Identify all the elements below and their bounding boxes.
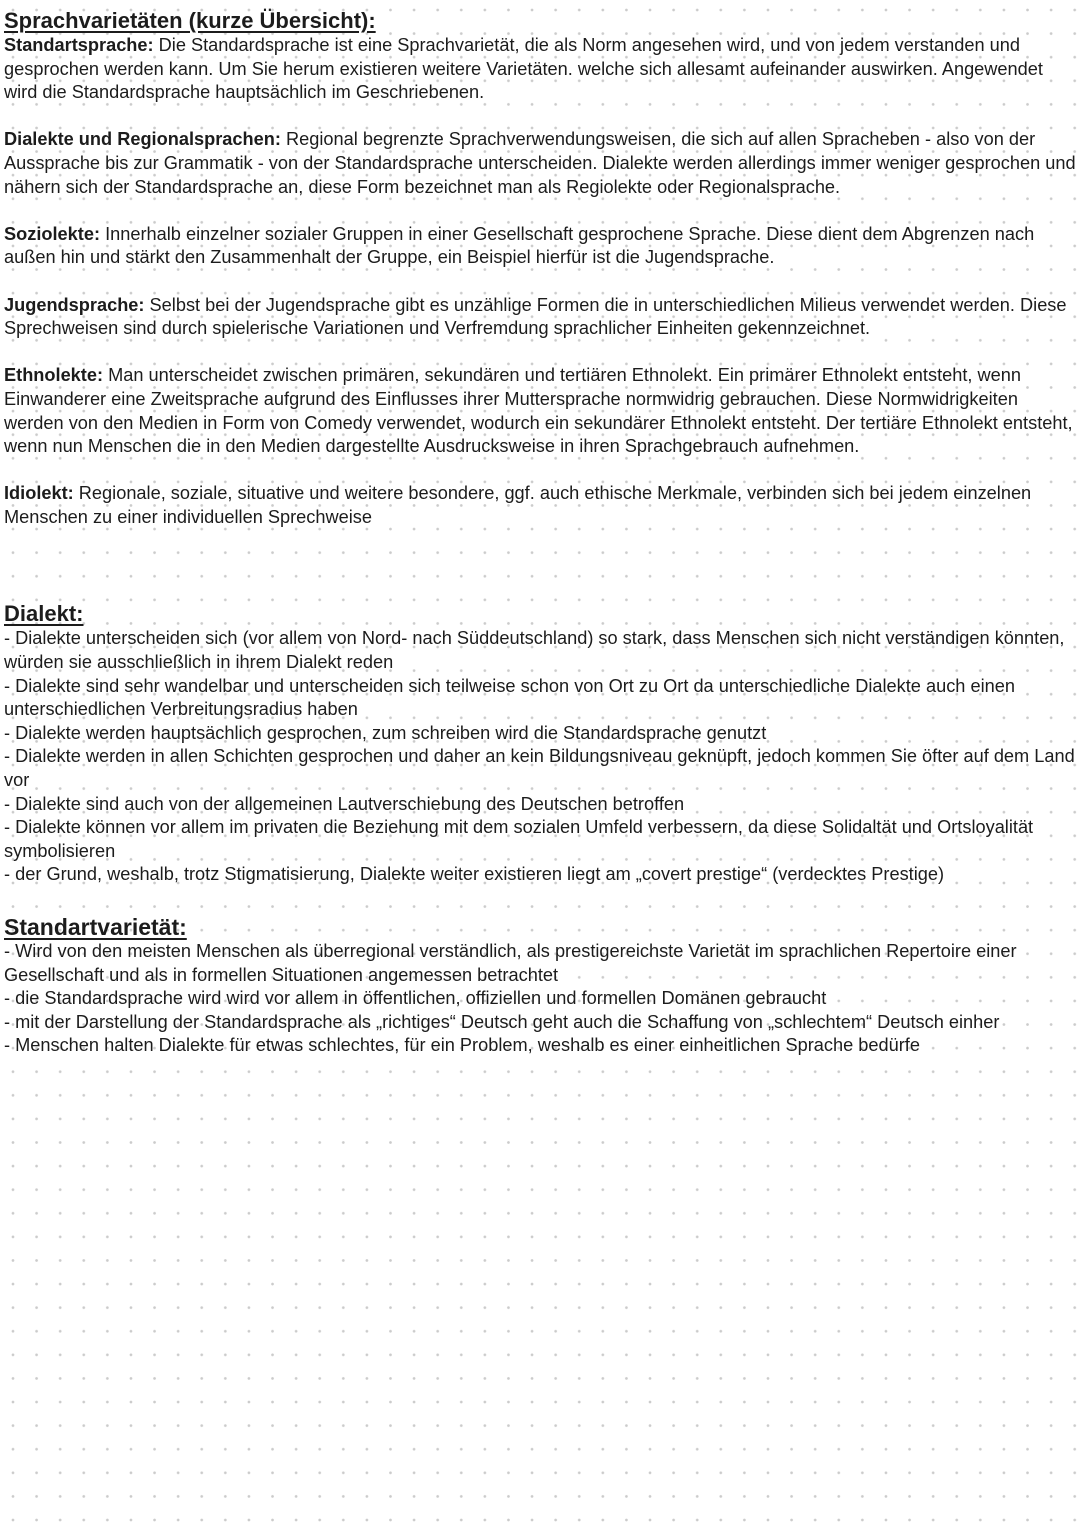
list-item: - Dialekte können vor allem im privaten die Beziehung mit dem sozialen Umfeld verbessern, da diese Solidaltät und Ortsloyalität symbolisieren	[4, 817, 1034, 861]
overview-entries	[4, 34, 1076, 529]
dialekt-section	[4, 601, 1076, 887]
list-item: - Dialekte unterscheiden sich (vor allem von Nord- nach Süddeutschland) so stark, dass Menschen sich nicht verständigen könnten, würden sie ausschließlich in ihrem Dialekt reden	[4, 628, 1065, 673]
dialekt-title: Dialekt:	[4, 601, 84, 627]
entry-term: Idiolekt:	[4, 483, 74, 504]
entry-text: Selbst bei der Jugendsprache gibt es unzählige Formen die in unterschiedlichen Milieus verwendet werden. Diese Sprechweisen sind durch spielerische Variationen und Verfremdung sprachlicher Einheiten gekennzeichnet.	[4, 294, 1067, 339]
entry-text: Man unterscheidet zwischen primären, sekundären und tertiären Ethnolekt. Ein primärer Ethnolekt entsteht, wenn Einwanderer eine Zweitsprache aufgrund des Einflusses ihrer Muttersprache normwidrig gebrauchen. Diese Normwidrigkeiten werden von den Medien in Form von Comedy verwendet, wodurch ein sekundärer Ethnolekt entsteht. Der tertiäre Ethnolekt entsteht, wenn nun Menschen die in den Medien dargestellte Ausdrucksweise in ihren Sprachgebrauch aufnehmen.	[4, 365, 1073, 457]
standard-section	[4, 914, 1076, 1058]
entry-term: Standartsprache:	[4, 35, 154, 55]
overview-title: Sprachvarietäten (kurze Übersicht):	[4, 8, 376, 33]
list-item: - Dialekte werden in allen Schichten gesprochen und daher an kein Bildungsniveau geknüpft, jedoch kommen Sie öfter auf dem Land vor	[4, 746, 1075, 791]
entry-term: Jugendsprache:	[4, 294, 145, 315]
entry-standartsprache	[4, 34, 1076, 105]
list-item: - Dialekte werden hauptsächlich gesprochen, zum schreiben wird die Standardsprache genutzt	[4, 722, 767, 743]
entry-idiolekt	[4, 482, 1076, 529]
entry-text: Innerhalb einzelner sozialer Gruppen in einer Gesellschaft gesprochene Sprache. Diese dient dem Abgrenzen nach außen hin und stärkt den Zusammenhalt der Gruppe, ein Beispiel hierfür ist die Jugendsprache.	[4, 223, 1035, 268]
standard-title: Standartvarietät:	[4, 914, 187, 940]
dialekt-points	[4, 627, 1076, 887]
list-item: - der Grund, weshalb, trotz Stigmatisierung, Dialekte weiter existieren liegt am „covert prestige“ (verdecktes Prestige)	[4, 864, 945, 885]
list-item: - die Standardsprache wird wird vor allem in öffentlichen, offiziellen und formellen Domänen gebraucht	[4, 988, 827, 1009]
entry-text: Regional begrenzte Sprachverwendungsweisen, die sich auf allen Spracheben - also von der Aussprache bis zur Grammatik - von der Standardsprache unterscheiden. Dialekte werden allerdings immer weniger gesprochen und nähern sich der Standardsprache an, diese Form bezeichnet man als Regiolekte oder Regionalsprache.	[4, 129, 1076, 197]
entry-dialekte-regionalsprachen	[4, 128, 1076, 199]
overview-section	[4, 8, 1076, 529]
entry-ethnolekte	[4, 364, 1076, 458]
list-item: - Dialekte sind auch von der allgemeinen Lautverschiebung des Deutschen betroffen	[4, 793, 685, 814]
entry-soziolekte	[4, 223, 1076, 270]
list-item: - mit der Darstellung der Standardsprache als „richtiges“ Deutsch geht auch die Schaffung von „schlechtem“ Deutsch einher	[4, 1011, 1000, 1032]
entry-term: Ethnolekte:	[4, 365, 104, 386]
entry-term: Soziolekte:	[4, 223, 101, 244]
list-item: - Wird von den meisten Menschen als überregional verständlich, als prestigereichste Varietät im sprachlichen Repertoire einer Gesellschaft und als in formellen Situationen angemessen betrachtet	[4, 941, 1017, 985]
entry-jugendsprache	[4, 294, 1076, 341]
entry-term: Dialekte und Regionalsprachen:	[4, 129, 281, 150]
entry-text: Regionale, soziale, situative und weitere besondere, ggf. auch ethische Merkmale, verbinden sich bei jedem einzelnen Menschen zu einer individuellen Sprechweise	[4, 483, 1032, 527]
list-item: - Dialekte sind sehr wandelbar und unterscheiden sich teilweise schon von Ort zu Ort da unterschiedliche Dialekte auch einen unterschiedlichen Verbreitungsradius haben	[4, 675, 1015, 720]
list-item: - Menschen halten Dialekte für etwas schlechtes, für ein Problem, weshalb es einer einheitlichen Sprache bedürfe	[4, 1035, 920, 1056]
standard-points	[4, 940, 1076, 1058]
entry-text: Die Standardsprache ist eine Sprachvarietät, die als Norm angesehen wird, und von jedem verstanden und gesprochen werden kann. Um Sie herum existieren weitere Varietäten. welche sich allesamt aufeinander auswirken. Angewendet wird die Standardsprache hauptsächlich im Geschriebenen.	[4, 35, 1043, 103]
